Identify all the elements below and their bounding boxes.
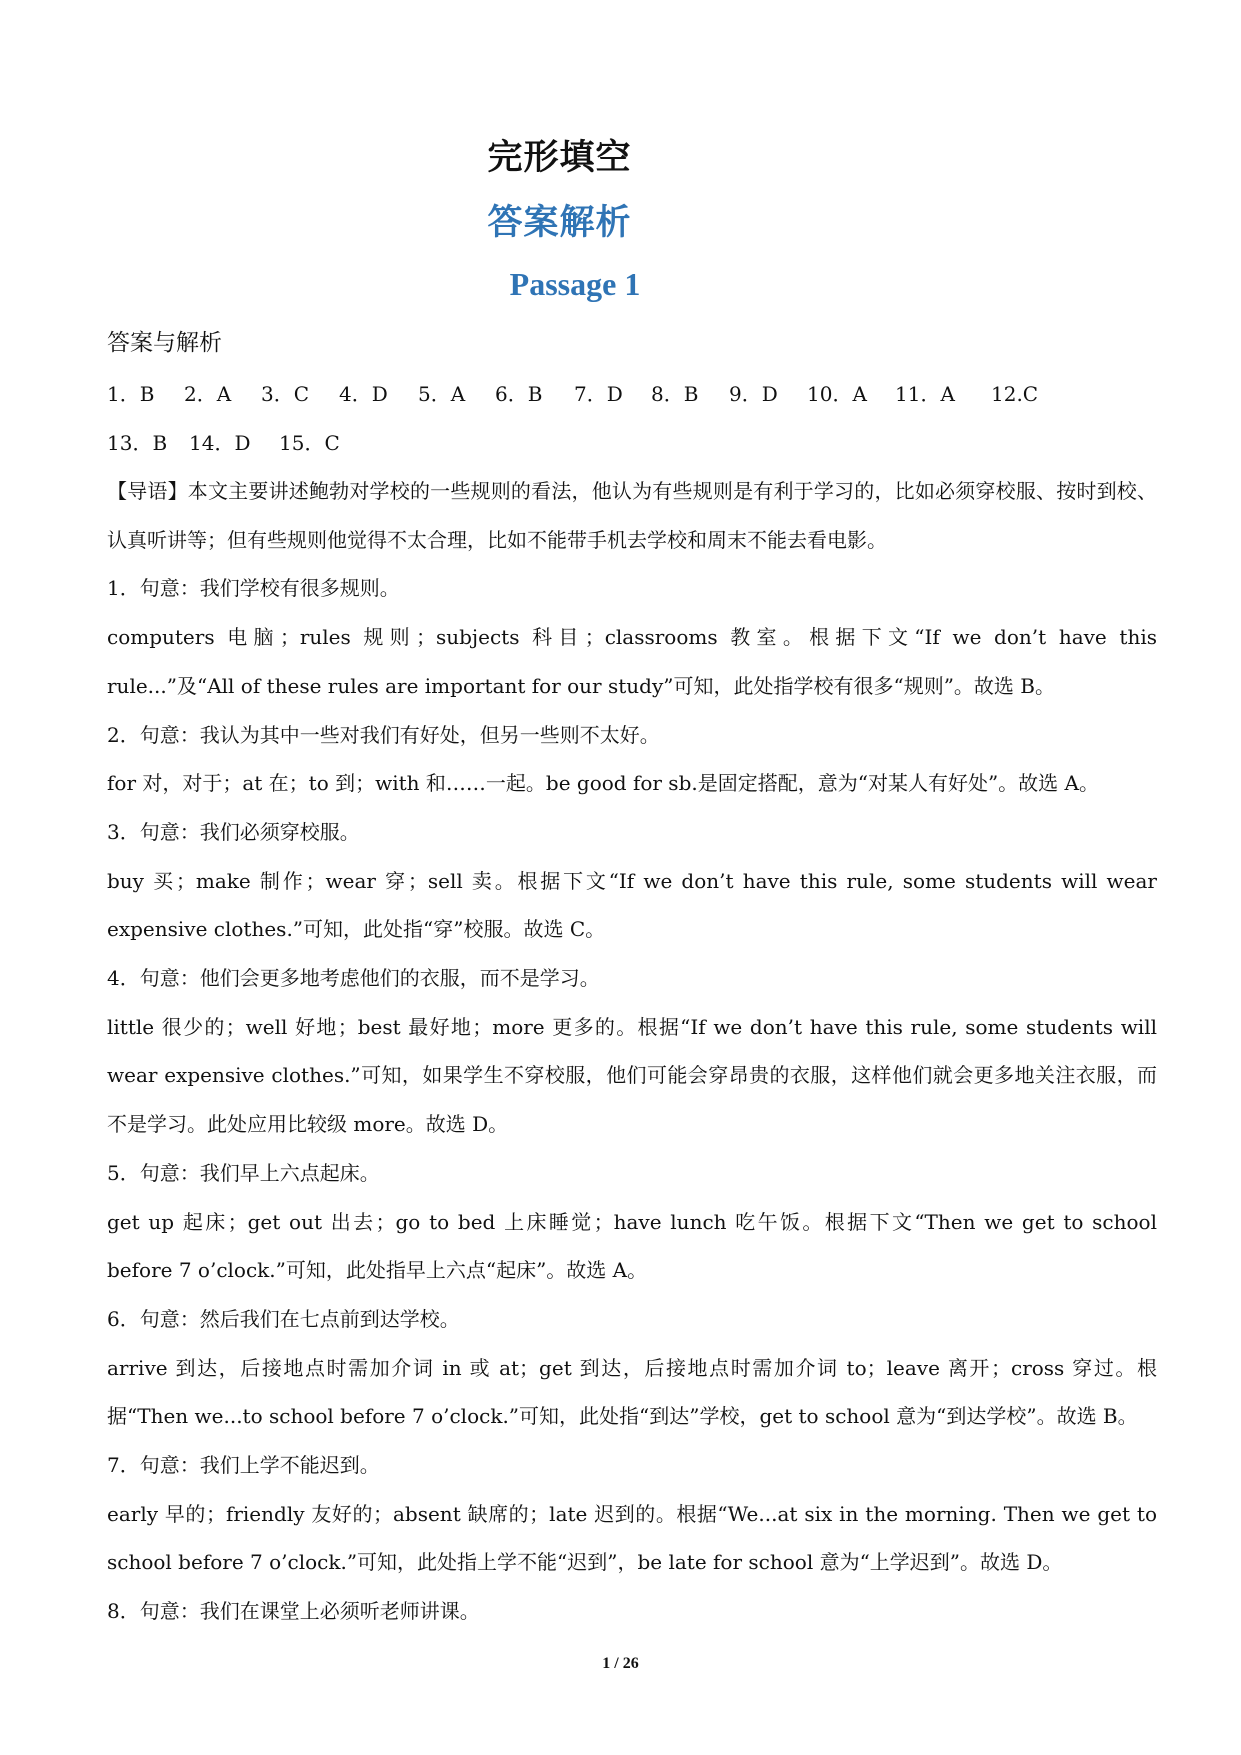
question-meaning: 6．句意：然后我们在七点前到达学校。 bbox=[107, 1306, 460, 1331]
question-meaning: 4．句意：他们会更多地考虑他们的衣服，而不是学习。 bbox=[107, 966, 600, 991]
answer-item: 15．C bbox=[279, 430, 340, 455]
question-meaning: 1．句意：我们学校有很多规则。 bbox=[107, 576, 400, 601]
section-label: 答案与解析 bbox=[107, 330, 222, 356]
answer-item: 12.C bbox=[991, 382, 1039, 406]
question-meaning: 5．句意：我们早上六点起床。 bbox=[107, 1160, 380, 1185]
intro-paragraph: 【导语】本文主要讲述鲍勃对学校的一些规则的看法，他认为有些规则是有利于学习的，比如必须穿校服、按时到校、认真听讲等；但有些规则他觉得不太合理，比如不能带手机去学校和周末不能去看电影。 bbox=[107, 479, 1157, 552]
question-explanation: buy 买；make 制作；wear 穿；sell 卖。根据下文“If we don’t have this rule, some students will wear expensive clothes.”可知，此处指“穿”校服。故选 C。 bbox=[107, 868, 1157, 942]
question-meaning: 3．句意：我们必须穿校服。 bbox=[107, 819, 360, 844]
question-explanation: get up 起床；get out 出去；go to bed 上床睡觉；have lunch 吃午饭。根据下文“Then we get to school before 7 o’clock.”可知，此处指早上六点“起床”。故选 A。 bbox=[107, 1209, 1157, 1283]
answer-item: 11．A bbox=[895, 382, 955, 406]
answer-item: 10．A bbox=[807, 382, 867, 406]
answer-item: 5．A bbox=[418, 382, 466, 406]
answer-row bbox=[107, 370, 1157, 419]
answer-item: 2．A bbox=[184, 382, 232, 406]
answer-item: 3．C bbox=[261, 382, 310, 406]
answer-item: 8．B bbox=[651, 382, 699, 406]
page-subtitle: 答案解析 bbox=[487, 203, 632, 243]
answer-item: 14．D bbox=[189, 430, 251, 455]
answer-row bbox=[107, 419, 1157, 468]
passage-heading: Passage 1 bbox=[509, 266, 641, 302]
question-meaning: 2．句意：我认为其中一些对我们有好处，但另一些则不太好。 bbox=[107, 722, 660, 747]
page-number: 1 / 26 bbox=[602, 1655, 639, 1672]
answer-item: 9．D bbox=[729, 382, 778, 406]
question-meaning: 7．句意：我们上学不能迟到。 bbox=[107, 1453, 380, 1478]
question-explanation: computers 电脑；rules 规则；subjects 科目；classrooms 教室。根据下文“If we don’t have this rule...”及“All of these rules are important for our study”可知，此处指学校有很多“规则”。故选 B。 bbox=[107, 625, 1157, 698]
question-explanation: arrive 到达，后接地点时需加介词 in 或 at；get 到达，后接地点时需加介词 to；leave 离开；cross 穿过。根据“Then we...to school before 7 o’clock.”可知，此处指“到达”学校，get to school 意为“到达学校”。故选 B。 bbox=[107, 1355, 1157, 1429]
answer-key bbox=[107, 370, 1157, 467]
answer-item: 6．B bbox=[495, 382, 543, 406]
answer-item: 1．B bbox=[107, 382, 155, 406]
page-title: 完形填空 bbox=[487, 138, 632, 178]
answer-item: 13．B bbox=[107, 430, 168, 455]
question-meaning: 8．句意：我们在课堂上必须听老师讲课。 bbox=[107, 1599, 480, 1624]
answer-item: 7．D bbox=[574, 382, 623, 406]
content bbox=[107, 320, 1157, 1636]
question-explanation: little 很少的；well 好地；best 最好地；more 更多的。根据“If we don’t have this rule, some students will wear expensive clothes.”可知，如果学生不穿校服，他们可能会穿昂贵的衣服，这样他们就会更多地关注衣服，而不是学习。此处应用比较级 more。故选 D。 bbox=[107, 1014, 1157, 1137]
question-explanation: for 对，对于；at 在；to 到；with 和……一起。be good for sb.是固定搭配，意为“对某人有好处”。故选 A。 bbox=[107, 771, 1099, 796]
answer-item: 4．D bbox=[339, 382, 388, 406]
question-explanation: early 早的；friendly 友好的；absent 缺席的；late 迟到的。根据“We...at six in the morning. Then we get to school before 7 o’clock.”可知，此处指上学不能“迟到”，be late for school 意为“上学迟到”。故选 D。 bbox=[107, 1501, 1157, 1575]
